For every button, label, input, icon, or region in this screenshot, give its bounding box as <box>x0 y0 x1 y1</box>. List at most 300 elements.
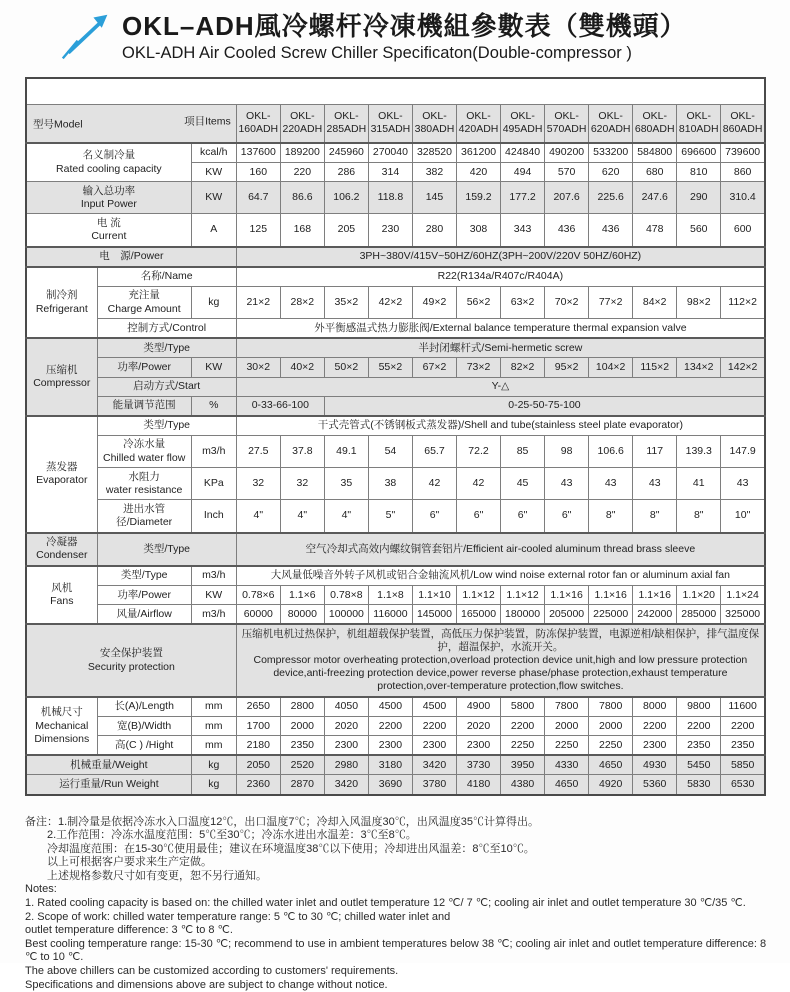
value-cell: 5830 <box>677 775 721 795</box>
value-cell: 0.78×6 <box>236 586 280 605</box>
value-cell: 620 <box>589 163 633 182</box>
value-cell: 2250 <box>589 736 633 756</box>
table-row <box>26 500 765 533</box>
value-cell: 159.2 <box>457 182 501 214</box>
row-label: 名称/Name <box>97 267 236 287</box>
value-cell: 2020 <box>324 717 368 736</box>
value-cell: 73×2 <box>457 358 501 377</box>
table-row <box>26 736 765 756</box>
value-cell: 82×2 <box>501 358 545 377</box>
value-cell: 2300 <box>633 736 677 756</box>
table-title: OKL-ADH双机头风冷螺杆冷冻机组参数表 <box>26 78 765 105</box>
row-label: 类型/Type <box>97 338 236 358</box>
section-label: 安全保护装置 Security protection <box>26 624 236 697</box>
note-line: 以上可根据客户要求来生产定做。 <box>47 856 212 869</box>
value-cell: 0.78×8 <box>324 586 368 605</box>
value-cell: 245960 <box>324 143 368 163</box>
row-label: 充注量 Charge Amount <box>97 286 191 318</box>
table-row <box>26 214 765 247</box>
table-row <box>26 755 765 775</box>
value-cell: 7800 <box>589 697 633 717</box>
value-cell: 5800 <box>501 697 545 717</box>
value-cell: 134×2 <box>677 358 721 377</box>
value-cell: 2650 <box>236 697 280 717</box>
value-cell: 696600 <box>677 143 721 163</box>
row-label: 类型/Type <box>97 566 191 586</box>
row-label: 风量/Airflow <box>97 605 191 625</box>
value-cell: 106.6 <box>589 435 633 467</box>
table-row <box>26 533 765 566</box>
row-label: 能量调节范围 <box>97 396 191 416</box>
row-label: 控制方式/Control <box>97 319 236 339</box>
value-cell: 4" <box>324 500 368 533</box>
value-cell: 285000 <box>677 605 721 625</box>
unit-cell: KW <box>191 586 236 605</box>
model-header-cell: OKL- 160ADH <box>236 104 280 143</box>
row-label: 长(A)/Length <box>97 697 191 717</box>
value-cell: 42×2 <box>368 286 412 318</box>
value-cell: 2200 <box>677 717 721 736</box>
value-cell: 35 <box>324 468 368 500</box>
unit-cell: KW <box>191 163 236 182</box>
span-value: R22(R134a/R407c/R404A) <box>236 267 765 287</box>
corner-items-label: 项目Items <box>184 114 231 127</box>
table-row <box>26 338 765 358</box>
value-cell: 424840 <box>501 143 545 163</box>
model-header-cell: OKL- 495ADH <box>501 104 545 143</box>
value-cell: 104×2 <box>589 358 633 377</box>
value-cell: 60000 <box>236 605 280 625</box>
table-row <box>26 416 765 436</box>
value-cell: 560 <box>677 214 721 247</box>
value-cell: 3690 <box>368 775 412 795</box>
value-cell: 2000 <box>280 717 324 736</box>
note-line: Specifications and dimensions above are subject to change without notice. <box>25 978 388 991</box>
value-cell: 3730 <box>457 755 501 775</box>
value-cell: 98 <box>545 435 589 467</box>
table-row <box>26 286 765 318</box>
value-cell: 4050 <box>324 697 368 717</box>
span-value: 0-33-66-100 <box>236 396 324 416</box>
value-cell: 6" <box>457 500 501 533</box>
value-cell: 118.8 <box>368 182 412 214</box>
value-cell: 2520 <box>280 755 324 775</box>
value-cell: 55×2 <box>368 358 412 377</box>
row-label: 宽(B)/Width <box>97 717 191 736</box>
value-cell: 207.6 <box>545 182 589 214</box>
value-cell: 4920 <box>589 775 633 795</box>
value-cell: 2200 <box>721 717 765 736</box>
value-cell: 2020 <box>457 717 501 736</box>
value-cell: 2250 <box>545 736 589 756</box>
unit-cell: kg <box>191 755 236 775</box>
value-cell: 3780 <box>412 775 456 795</box>
value-cell: 5" <box>368 500 412 533</box>
value-cell: 43 <box>633 468 677 500</box>
row-label: 输入总功率 Input Power <box>26 182 191 214</box>
unit-cell: KW <box>191 358 236 377</box>
value-cell: 2180 <box>236 736 280 756</box>
value-cell: 8000 <box>633 697 677 717</box>
note-line: Best cooling temperature range: 15-30 ℃; recommend to use in ambient temperatures below 38 ℃; cooling air inlet and outlet temperature difference: 8 ℃ to 10 ℃. <box>25 937 767 964</box>
table-row <box>26 247 765 267</box>
value-cell: 4900 <box>457 697 501 717</box>
value-cell: 165000 <box>457 605 501 625</box>
table-row <box>26 78 765 105</box>
span-value: Y-△ <box>236 377 765 396</box>
value-cell: 4500 <box>412 697 456 717</box>
value-cell: 2360 <box>236 775 280 795</box>
note-line: 2.工作范围：冷冻水温度范围：5℃至30℃；冷冻水进出水温差：3℃至8℃。 <box>47 829 417 842</box>
value-cell: 180000 <box>501 605 545 625</box>
value-cell: 584800 <box>633 143 677 163</box>
value-cell: 2300 <box>368 736 412 756</box>
table-row <box>26 624 765 697</box>
value-cell: 4330 <box>545 755 589 775</box>
span-value: 干式壳管式(不锈钢板式蒸发器)/Shell and tube(stainless steel plate evaporator) <box>236 416 765 436</box>
value-cell: 2300 <box>324 736 368 756</box>
value-cell: 220 <box>280 163 324 182</box>
value-cell: 42 <box>412 468 456 500</box>
value-cell: 4930 <box>633 755 677 775</box>
unit-cell: KPa <box>191 468 236 500</box>
row-label: 启动方式/Start <box>97 377 236 396</box>
note-line: outlet temperature difference: 3 ℃ to 8 ℃. <box>25 924 233 937</box>
section-label: 制冷剂 Refrigerant <box>26 267 97 339</box>
value-cell: 1.1×20 <box>677 586 721 605</box>
value-cell: 2870 <box>280 775 324 795</box>
value-cell: 56×2 <box>457 286 501 318</box>
value-cell: 680 <box>633 163 677 182</box>
value-cell: 2300 <box>457 736 501 756</box>
value-cell: 2300 <box>412 736 456 756</box>
value-cell: 6" <box>545 500 589 533</box>
value-cell: 40×2 <box>280 358 324 377</box>
value-cell: 5850 <box>721 755 765 775</box>
value-cell: 125 <box>236 214 280 247</box>
value-cell: 2000 <box>545 717 589 736</box>
value-cell: 382 <box>412 163 456 182</box>
value-cell: 2200 <box>501 717 545 736</box>
value-cell: 8" <box>589 500 633 533</box>
value-cell: 43 <box>589 468 633 500</box>
value-cell: 328520 <box>412 143 456 163</box>
value-cell: 64.7 <box>236 182 280 214</box>
value-cell: 32 <box>236 468 280 500</box>
value-cell: 35×2 <box>324 286 368 318</box>
value-cell: 4180 <box>457 775 501 795</box>
value-cell: 314 <box>368 163 412 182</box>
unit-cell: m3/h <box>191 566 236 586</box>
value-cell: 1.1×24 <box>721 586 765 605</box>
value-cell: 70×2 <box>545 286 589 318</box>
table-row <box>26 143 765 163</box>
value-cell: 63×2 <box>501 286 545 318</box>
notes-section <box>25 816 770 992</box>
value-cell: 270040 <box>368 143 412 163</box>
value-cell: 27.5 <box>236 435 280 467</box>
value-cell: 420 <box>457 163 501 182</box>
span-value: 外平衡感温式热力膨胀阀/External balance temperature thermal expansion valve <box>236 319 765 339</box>
row-label: 水阻力 water resistance <box>97 468 191 500</box>
value-cell: 436 <box>589 214 633 247</box>
span-value: 大风量低噪音外转子风机或铝合金轴流风机/Low wind noise external rotor fan or aluminum axial fan <box>236 566 765 586</box>
value-cell: 247.6 <box>633 182 677 214</box>
unit-cell: mm <box>191 697 236 717</box>
value-cell: 147.9 <box>721 435 765 467</box>
span-value: 空气冷却式高效内螺纹铜管套铝片/Efficient air-cooled aluminum thread brass sleeve <box>236 533 765 566</box>
corner-cell <box>26 104 236 143</box>
row-label: 机械重量/Weight <box>26 755 191 775</box>
value-cell: 4650 <box>589 755 633 775</box>
unit-cell: kg <box>191 775 236 795</box>
value-cell: 2800 <box>280 697 324 717</box>
value-cell: 80000 <box>280 605 324 625</box>
value-cell: 1.1×6 <box>280 586 324 605</box>
note-line: Notes: <box>25 883 57 896</box>
value-cell: 38 <box>368 468 412 500</box>
row-label: 名义制冷量 Rated cooling capacity <box>26 143 191 182</box>
unit-cell: mm <box>191 717 236 736</box>
value-cell: 2050 <box>236 755 280 775</box>
value-cell: 308 <box>457 214 501 247</box>
note-line: 上述规格参数尺寸如有变更，恕不另行通知。 <box>47 869 267 882</box>
value-cell: 490200 <box>545 143 589 163</box>
value-cell: 65.7 <box>412 435 456 467</box>
section-label: 风机 Fans <box>26 566 97 624</box>
value-cell: 2200 <box>412 717 456 736</box>
value-cell: 98×2 <box>677 286 721 318</box>
value-cell: 6" <box>501 500 545 533</box>
model-header-cell: OKL- 220ADH <box>280 104 324 143</box>
value-cell: 478 <box>633 214 677 247</box>
note-line: 备注：1.制冷量是依据冷冻水入口温度12℃，出口温度7℃；冷却入风温度30℃，出风温度35℃计算得出。 <box>25 815 539 828</box>
value-cell: 145 <box>412 182 456 214</box>
note-line: 1. Rated cooling capacity is based on: the chilled water inlet and outlet temperature 12 ℃/ 7 ℃; cooling air inlet and outlet temperature 30 ℃/35 ℃. <box>25 897 746 910</box>
note-line: 2. Scope of work: chilled water temperature range: 5 ℃ to 30 ℃; chilled water inlet and <box>25 910 451 923</box>
value-cell: 160 <box>236 163 280 182</box>
table-row <box>26 566 765 586</box>
value-cell: 67×2 <box>412 358 456 377</box>
value-cell: 2980 <box>324 755 368 775</box>
table-row <box>26 396 765 416</box>
value-cell: 1.1×12 <box>457 586 501 605</box>
section-label: 蒸发器 Evaporator <box>26 416 97 533</box>
unit-cell: kcal/h <box>191 143 236 163</box>
value-cell: 9800 <box>677 697 721 717</box>
value-cell: 361200 <box>457 143 501 163</box>
value-cell: 189200 <box>280 143 324 163</box>
value-cell: 2200 <box>633 717 677 736</box>
value-cell: 37.8 <box>280 435 324 467</box>
unit-cell: m3/h <box>191 605 236 625</box>
section-label: 压缩机 Compressor <box>26 338 97 416</box>
table-row <box>26 697 765 717</box>
value-cell: 115×2 <box>633 358 677 377</box>
value-cell: 242000 <box>633 605 677 625</box>
value-cell: 4" <box>280 500 324 533</box>
model-header-cell: OKL- 380ADH <box>412 104 456 143</box>
value-cell: 4650 <box>545 775 589 795</box>
value-cell: 205000 <box>545 605 589 625</box>
model-header-cell: OKL- 620ADH <box>589 104 633 143</box>
value-cell: 2350 <box>677 736 721 756</box>
unit-cell: KW <box>191 182 236 214</box>
value-cell: 28×2 <box>280 286 324 318</box>
value-cell: 2250 <box>501 736 545 756</box>
value-cell: 230 <box>368 214 412 247</box>
value-cell: 2200 <box>368 717 412 736</box>
value-cell: 2350 <box>280 736 324 756</box>
value-cell: 4500 <box>368 697 412 717</box>
table-row <box>26 717 765 736</box>
row-label: 电 流 Current <box>26 214 191 247</box>
table-row <box>26 775 765 795</box>
table-row <box>26 435 765 467</box>
model-header-cell: OKL- 860ADH <box>721 104 765 143</box>
value-cell: 1.1×10 <box>412 586 456 605</box>
value-cell: 343 <box>501 214 545 247</box>
value-cell: 1.1×16 <box>633 586 677 605</box>
value-cell: 2350 <box>721 736 765 756</box>
table-row <box>26 377 765 396</box>
value-cell: 8" <box>677 500 721 533</box>
value-cell: 739600 <box>721 143 765 163</box>
value-cell: 310.4 <box>721 182 765 214</box>
value-cell: 85 <box>501 435 545 467</box>
span-value: 半封闭螺杆式/Semi-hermetic screw <box>236 338 765 358</box>
value-cell: 11600 <box>721 697 765 717</box>
value-cell: 54 <box>368 435 412 467</box>
value-cell: 77×2 <box>589 286 633 318</box>
value-cell: 43 <box>721 468 765 500</box>
table-row <box>26 104 765 143</box>
value-cell: 1700 <box>236 717 280 736</box>
model-header-cell: OKL- 315ADH <box>368 104 412 143</box>
value-cell: 45 <box>501 468 545 500</box>
page-title-en: OKL-ADH Air Cooled Screw Chiller Specificaton(Double-compressor ) <box>122 43 632 62</box>
value-cell: 1.1×12 <box>501 586 545 605</box>
value-cell: 325000 <box>721 605 765 625</box>
corner-model-label: 型号Model <box>33 118 83 131</box>
page-header <box>0 0 790 63</box>
value-cell: 4380 <box>501 775 545 795</box>
page-title-zh: OKL–ADH風冷螺杆冷凍機組參數表（雙機頭） <box>122 11 687 41</box>
brand-arrow-icon <box>60 12 112 62</box>
value-cell: 168 <box>280 214 324 247</box>
value-cell: 145000 <box>412 605 456 625</box>
spec-table-body <box>26 78 765 795</box>
value-cell: 570 <box>545 163 589 182</box>
value-cell: 2000 <box>589 717 633 736</box>
value-cell: 116000 <box>368 605 412 625</box>
note-line: 冷却温度范围：在15-30℃使用最佳；建议在环境温度38℃以下使用；冷却进出风温差：8℃至10℃。 <box>47 842 535 855</box>
row-label: 类型/Type <box>97 533 236 566</box>
model-header-cell: OKL- 810ADH <box>677 104 721 143</box>
value-cell: 84×2 <box>633 286 677 318</box>
row-label: 高(C ) /Hight <box>97 736 191 756</box>
value-cell: 142×2 <box>721 358 765 377</box>
model-header-cell: OKL- 420ADH <box>457 104 501 143</box>
model-header-cell: OKL- 285ADH <box>324 104 368 143</box>
spec-table <box>25 77 766 796</box>
unit-cell: % <box>191 396 236 416</box>
value-cell: 286 <box>324 163 368 182</box>
value-cell: 139.3 <box>677 435 721 467</box>
value-cell: 6530 <box>721 775 765 795</box>
value-cell: 50×2 <box>324 358 368 377</box>
unit-cell: Inch <box>191 500 236 533</box>
row-label: 功率/Power <box>97 586 191 605</box>
value-cell: 72.2 <box>457 435 501 467</box>
page-titles <box>122 12 687 63</box>
value-cell: 3950 <box>501 755 545 775</box>
value-cell: 3420 <box>412 755 456 775</box>
value-cell: 30×2 <box>236 358 280 377</box>
table-row <box>26 468 765 500</box>
value-cell: 810 <box>677 163 721 182</box>
value-cell: 205 <box>324 214 368 247</box>
span-value: 3PH~380V/415V~50HZ/60HZ(3PH~200V/220V 50HZ/60HZ) <box>236 247 765 267</box>
value-cell: 42 <box>457 468 501 500</box>
value-cell: 8" <box>633 500 677 533</box>
value-cell: 225000 <box>589 605 633 625</box>
row-label: 功率/Power <box>97 358 191 377</box>
value-cell: 32 <box>280 468 324 500</box>
value-cell: 4" <box>236 500 280 533</box>
row-label: 类型/Type <box>97 416 236 436</box>
table-row <box>26 182 765 214</box>
table-row <box>26 358 765 377</box>
row-label: 进出水管径/Diameter <box>97 500 191 533</box>
value-cell: 3420 <box>324 775 368 795</box>
row-label: 运行重量/Run Weight <box>26 775 191 795</box>
value-cell: 5450 <box>677 755 721 775</box>
model-header-cell: OKL- 680ADH <box>633 104 677 143</box>
value-cell: 43 <box>545 468 589 500</box>
section-label: 机械尺寸 Mechanical Dimensions <box>26 697 97 755</box>
table-row <box>26 319 765 339</box>
row-label: 电 源/Power <box>26 247 236 267</box>
value-cell: 10" <box>721 500 765 533</box>
value-cell: 177.2 <box>501 182 545 214</box>
value-cell: 137600 <box>236 143 280 163</box>
unit-cell: kg <box>191 286 236 318</box>
value-cell: 1.1×16 <box>545 586 589 605</box>
value-cell: 290 <box>677 182 721 214</box>
table-row <box>26 605 765 625</box>
value-cell: 533200 <box>589 143 633 163</box>
value-cell: 6" <box>412 500 456 533</box>
unit-cell: mm <box>191 736 236 756</box>
value-cell: 7800 <box>545 697 589 717</box>
value-cell: 1.1×16 <box>589 586 633 605</box>
note-line: The above chillers can be customized according to customers' requirements. <box>25 965 399 978</box>
value-cell: 21×2 <box>236 286 280 318</box>
row-label: 冷冻水量 Chilled water flow <box>97 435 191 467</box>
value-cell: 225.6 <box>589 182 633 214</box>
value-cell: 860 <box>721 163 765 182</box>
value-cell: 600 <box>721 214 765 247</box>
table-row <box>26 586 765 605</box>
value-cell: 49.1 <box>324 435 368 467</box>
value-cell: 106.2 <box>324 182 368 214</box>
unit-cell: A <box>191 214 236 247</box>
value-cell: 280 <box>412 214 456 247</box>
unit-cell: m3/h <box>191 435 236 467</box>
span-value: 0-25-50-75-100 <box>324 396 765 416</box>
value-cell: 5360 <box>633 775 677 795</box>
